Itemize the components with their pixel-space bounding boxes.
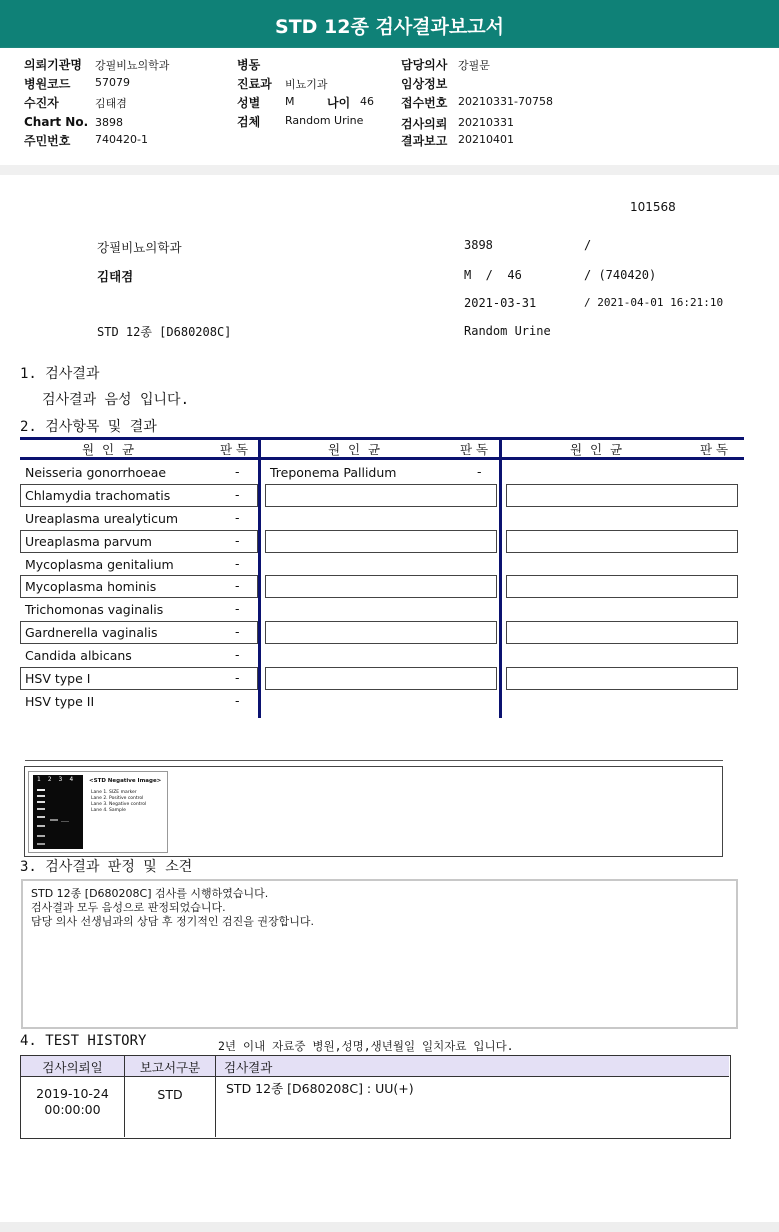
pathogen-name: Neisseria gonorrhoeae <box>25 465 167 480</box>
gel-legend-item: Lane 1. SIZE marker <box>91 790 137 795</box>
section4-note: 2년 이내 자료중 병원,성명,생년월일 일치자료 입니다. <box>218 1039 514 1053</box>
pathogen-result: - <box>235 624 240 639</box>
report-specimen: Random Urine <box>464 324 551 338</box>
pathogen-name: Ureaplasma urealyticum <box>25 511 179 526</box>
report-chart: 3898 <box>464 238 493 252</box>
value-doctor: 강필문 <box>458 59 490 72</box>
label-doctor: 담당의사 <box>401 58 448 72</box>
pathogen-name: Candida albicans <box>25 648 132 663</box>
history-date: 2019-10-24 <box>36 1086 109 1101</box>
header-judge-1: 판 독 <box>220 442 249 457</box>
label-sex: 성별 <box>237 96 261 110</box>
report-number: 101568 <box>630 200 676 214</box>
report-slash: / <box>584 238 592 252</box>
divider-band <box>0 165 779 175</box>
value-report-date: 20210401 <box>458 133 514 146</box>
gel-legend-item: Lane 3. Negative control <box>91 802 147 807</box>
history-time: 00:00:00 <box>44 1102 101 1117</box>
report-report-date: / 2021-04-01 16:21:10 <box>584 296 724 309</box>
pathogen-name: HSV type II <box>25 694 95 709</box>
label-request-date: 검사의뢰 <box>401 117 448 131</box>
pathogen-result: - <box>235 464 240 479</box>
report-test: STD 12종 [D680208C] <box>97 325 232 339</box>
title-bar <box>0 0 779 50</box>
value-reception-no: 20210331-70758 <box>458 95 553 108</box>
pathogen-name: Mycoplasma genitalium <box>25 557 174 572</box>
header-pathogen-1: 원 인 균 <box>82 442 135 457</box>
gel-image <box>28 771 168 853</box>
value-hospital-code: 57079 <box>95 76 130 89</box>
pathogen-name: Trichomonas vaginalis <box>25 602 164 617</box>
section2-title: 2. 검사항목 및 결과 <box>20 419 157 435</box>
pathogen-result: - <box>235 578 240 593</box>
header-pathogen-3: 원 인 균 <box>570 442 623 457</box>
section1-text: 검사결과 음성 입니다. <box>42 392 190 408</box>
label-resident-no: 주민번호 <box>24 134 71 148</box>
gel-legend-item: Lane 2. Positive control <box>91 796 144 801</box>
value-chart-no: 3898 <box>95 116 123 129</box>
label-institution: 의뢰기관명 <box>24 58 82 72</box>
row-box <box>506 530 738 553</box>
row-box <box>265 484 497 507</box>
header-info <box>0 48 779 167</box>
pathogen-result: - <box>235 533 240 548</box>
section4-title: 4. TEST HISTORY <box>20 1033 147 1049</box>
label-hospital-code: 병원코드 <box>24 77 71 91</box>
history-header-date: 검사의뢰일 <box>42 1060 103 1075</box>
value-institution: 강필비뇨의학과 <box>95 59 170 72</box>
row-box <box>265 575 497 598</box>
label-reception-no: 접수번호 <box>401 96 448 110</box>
value-request-date: 20210331 <box>458 116 514 129</box>
table-divider-1 <box>258 437 261 718</box>
footer-band <box>0 1222 779 1232</box>
value-department: 비뇨기과 <box>285 78 328 91</box>
report-clinic: 강필비뇨의학과 <box>97 240 182 255</box>
pathogen-result: - <box>235 693 240 708</box>
history-header-result: 검사결과 <box>224 1060 273 1075</box>
pathogen-name: Gardnerella vaginalis <box>25 625 158 640</box>
row-box <box>265 621 497 644</box>
pathogen-result: - <box>235 670 240 685</box>
value-age: 46 <box>360 95 374 108</box>
report-birth: / (740420) <box>584 268 657 282</box>
gel-legend-item: Lane 4. Sample <box>91 808 126 813</box>
label-age: 나이 <box>327 96 351 110</box>
section3-title: 3. 검사결과 판정 및 소견 <box>20 859 193 875</box>
label-chart-no: Chart No. <box>24 115 89 129</box>
pathogen-name: Ureaplasma parvum <box>25 534 152 549</box>
label-patient: 수진자 <box>24 96 59 110</box>
pathogen-name: Chlamydia trachomatis <box>25 488 171 503</box>
label-department: 진료과 <box>237 77 272 91</box>
pathogen-result: - <box>235 510 240 525</box>
pathogen-result: - <box>235 556 240 571</box>
history-col-line <box>215 1056 216 1137</box>
row-box <box>506 667 738 690</box>
report-sex-age: M / 46 <box>464 268 522 282</box>
header-judge-2: 판 독 <box>460 442 489 457</box>
pathogen-result: - <box>235 487 240 502</box>
header-pathogen-2: 원 인 균 <box>328 442 381 457</box>
pathogen-name: HSV type I <box>25 671 91 686</box>
value-patient: 김태겸 <box>95 97 127 110</box>
section1-title: 1. 검사결과 <box>20 366 100 382</box>
value-sex: M <box>285 95 295 108</box>
row-box <box>265 530 497 553</box>
label-clinical-info: 임상정보 <box>401 77 448 91</box>
row-box <box>506 621 738 644</box>
pathogen-name: Treponema Pallidum <box>270 465 397 480</box>
report-patient: 김태겸 <box>97 269 134 284</box>
gel-title: <STD Negative Image> <box>89 778 162 784</box>
gel-photo <box>33 775 83 849</box>
report-title: STD 12종 검사결과보고서 <box>275 16 504 38</box>
pathogen-result: - <box>235 601 240 616</box>
value-resident-no: 740420-1 <box>95 133 148 146</box>
row-box <box>506 484 738 507</box>
label-specimen: 검체 <box>237 115 261 129</box>
history-type: STD <box>157 1087 183 1102</box>
row-box <box>265 667 497 690</box>
table-divider-2 <box>499 437 502 718</box>
value-specimen: Random Urine <box>285 114 364 127</box>
pathogen-result: - <box>235 647 240 662</box>
opinion-line: 검사결과 모두 음성으로 판정되었습니다. <box>31 901 226 914</box>
opinion-box <box>21 879 738 1029</box>
row-box <box>506 575 738 598</box>
opinion-line: 담당 의사 선생님과의 상담 후 정기적인 검진을 권장합니다. <box>31 915 314 928</box>
history-header-type: 보고서구분 <box>139 1060 201 1075</box>
gel-lane-numbers: 1 2 3 4 <box>37 776 74 783</box>
divider <box>25 760 723 761</box>
pathogen-result: - <box>477 464 482 479</box>
history-result: STD 12종 [D680208C] : UU(+) <box>226 1081 414 1096</box>
label-ward: 병동 <box>237 58 261 72</box>
header-judge-3: 판 독 <box>700 442 729 457</box>
pathogen-name: Mycoplasma hominis <box>25 579 157 594</box>
label-report-date: 결과보고 <box>401 134 448 148</box>
report-request-date: 2021-03-31 <box>464 296 537 310</box>
opinion-line: STD 12종 [D680208C] 검사를 시행하였습니다. <box>31 887 269 900</box>
gel-legend <box>91 790 146 814</box>
